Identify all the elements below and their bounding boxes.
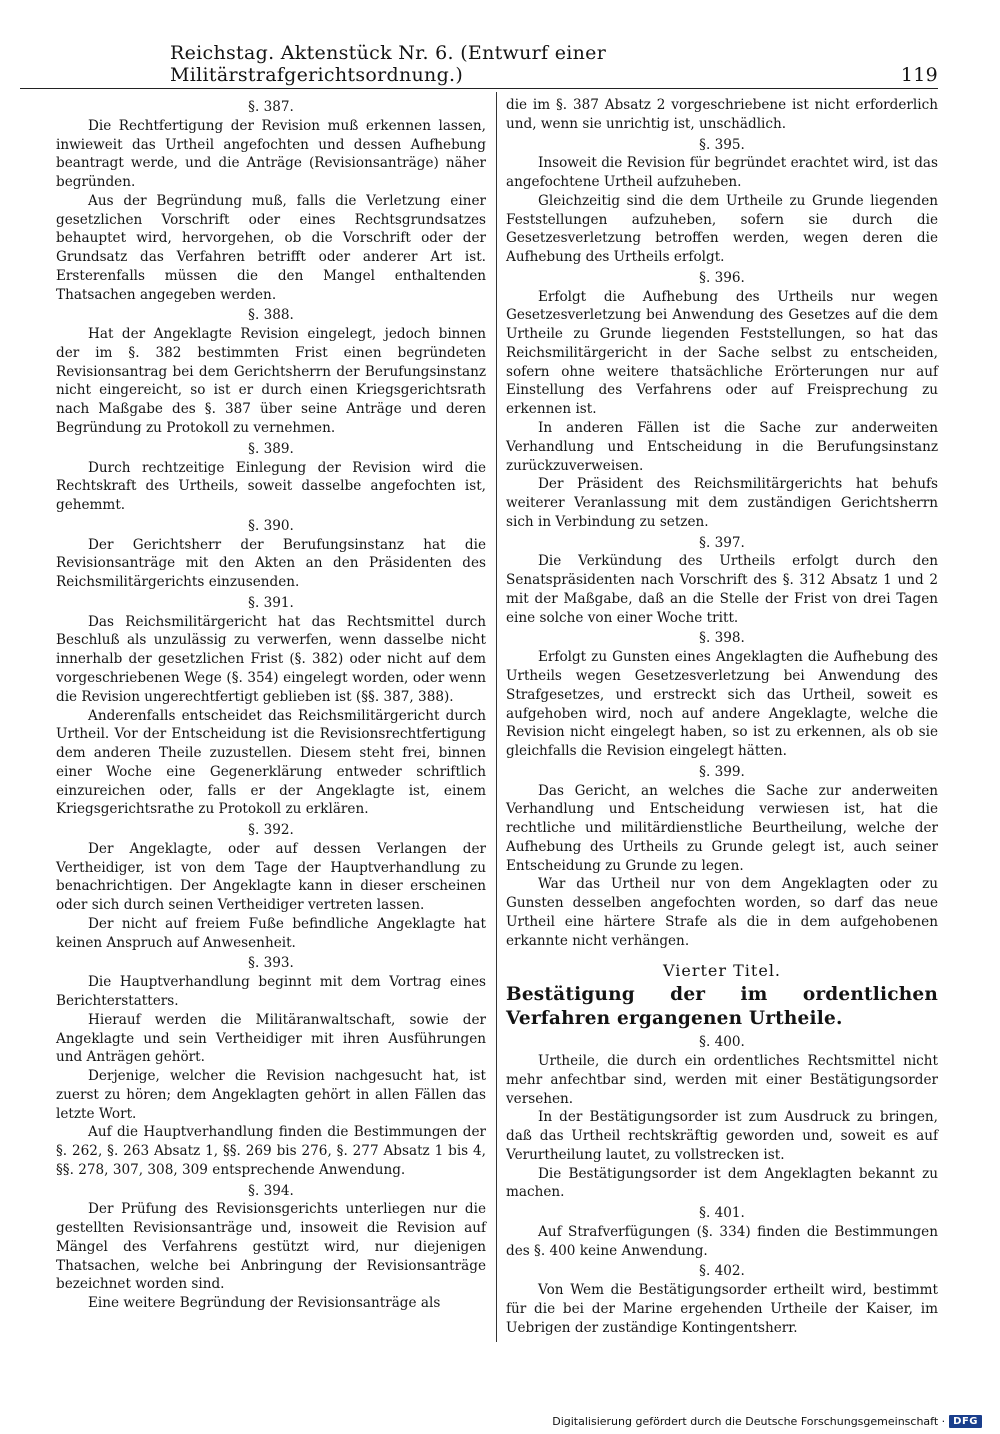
paragraph: Erfolgt zu Gunsten eines Angeklagten die Aufhebung des Urtheils wegen Gesetzesverletzung bei Anwendung des Strafgesetzes, und erstreckt sich das Urtheil, soweit es aufgehoben wird, noch auf andere Angeklagte, welche die Revision nicht eingelegt haben, so ist zu erkennen, als ob sie gleichfalls die Revision eingelegt hätten. [506,649,938,760]
dfg-logo: DFG [949,1415,982,1428]
page-header [20,42,938,86]
paragraph: In der Bestätigungsorder ist zum Ausdruck zu bringen, daß das Urtheil rechtskräftig geworden und, soweit es auf Verurtheilung lautet, zu vollstrecken ist. [506,1109,938,1163]
paragraph: Der Präsident des Reichsmilitärgerichts hat behufs weiterer Veranlassung mit dem zuständigen Gerichtsherrn sich in Verbindung zu setzen. [506,476,938,530]
paragraph-continued: die im §. 387 Absatz 2 vorgeschriebene ist nicht erforderlich und, wenn sie unrichtig ist, unschädlich. [506,97,938,132]
funding-note: Digitalisierung gefördert durch die Deutsche Forschungsgemeinschaft · [552,1415,946,1428]
paragraph: Die Verkündung des Urtheils erfolgt durch den Senatspräsidenten nach Vorschrift des §. 312 Absatz 1 und 2 mit der Maßgabe, daß an die Stelle der Frist von drei Tagen eine solche von einer Woche tritt. [506,553,938,626]
paragraph: Die Rechtfertigung der Revision muß erkennen lassen, inwieweit das Urtheil angefochten und dessen Aufhebung beantragt werde, und die Anträge (Revisionsanträge) näher begründen. [56,117,486,191]
section-number: §. 390. [248,517,294,534]
paragraph: Der Angeklagte, oder auf dessen Verlangen der Vertheidiger, ist von dem Tage der Hauptverhandlung zu benachrichtigen. Der Angeklagte kann in dieser erscheinen oder sich durch seinen Vertheidiger vertreten lassen. [56,840,486,914]
section-number: §. 400. [699,1034,745,1051]
page-footer [552,1415,982,1428]
section-number: §. 394. [248,1182,294,1199]
section-number: §. 396. [699,269,745,286]
paragraph: Erfolgt die Aufhebung des Urtheils nur wegen Gesetzesverletzung bei Anwendung des Gesetzes auf die dem Urtheile zu Grunde liegenden Feststellungen, so hat das Reichsmilitärgericht in der Sache selbst zu entscheiden, sofern ohne weitere thatsächliche Erörterungen nur auf Einstellung des Verfahrens oder auf Freisprechung zu erkennen ist. [506,288,938,418]
section-number: §. 397. [699,534,745,551]
section-number: §. 387. [248,99,294,115]
section-number: §. 395. [699,136,745,153]
section-number: §. 388. [248,307,294,324]
page-number: 119 [900,64,938,86]
paragraph: In anderen Fällen ist die Sache zur anderweiten Verhandlung und Entscheidung in die Berufungsinstanz zurückzuverweisen. [506,420,938,474]
paragraph: Durch rechtzeitige Einlegung der Revision wird die Rechtskraft des Urtheils, soweit dasselbe angefochten ist, gehemmt. [56,459,486,514]
paragraph: Gleichzeitig sind die dem Urtheile zu Grunde liegenden Feststellungen aufzuheben, sofern sie durch die Gesetzesverletzung betroffen werden, wegen deren die Aufhebung des Urtheils erfolgt. [506,192,938,266]
paragraph: Insoweit die Revision für begründet erachtet wird, ist das angefochtene Urtheil aufzuheben. [506,155,938,191]
paragraph: Urtheile, die durch ein ordentliches Rechtsmittel nicht mehr anfechtbar sind, werden mit einer Bestätigungsorder versehen. [506,1052,938,1107]
column-separator [496,92,497,1342]
paragraph: Eine weitere Begründung der Revisionsanträge als [88,1295,441,1312]
section-number: §. 398. [699,630,745,647]
paragraph: Derjenige, welcher die Revision nachgesucht hat, ist zuerst zu hören; dem Angeklagten gehört in allen Fällen das letzte Wort. [56,1068,486,1122]
paragraph: Das Reichsmilitärgericht hat das Rechtsmittel durch Beschluß als unzulässig zu verwerfen, wenn dasselbe nicht innerhalb der gesetzlichen Frist (§. 382) oder nicht auf dem vorgeschriebenen Wege (§. 354) eingelegt worden, oder wenn die Revision ungerechtfertigt geblieben ist (§§. 387, 388). [56,613,486,705]
paragraph: Auf die Hauptverhandlung finden die Bestimmungen der §. 262, §. 263 Absatz 1, §§. 269 bis 276, §. 277 Absatz 1 bis 4, §§. 278, 307, 308, 309 entsprechende Anwendung. [56,1124,486,1178]
paragraph: Hat der Angeklagte Revision eingelegt, jedoch binnen der im §. 382 bestimmten Frist einen begründeten Revisionsantrag bei dem Gerichtsherrn der Berufungsinstanz nicht eingereicht, so ist er durch einen Kriegsgerichtsrath nach Maßgabe des §. 387 über seine Anträge und deren Begründung zu Protokoll zu vernehmen. [56,326,486,437]
section-number: §. 392. [248,822,294,839]
paragraph: War das Urtheil nur von dem Angeklagten oder zu Gunsten desselben angefochten worden, so darf das neue Urtheil eine härtere Strafe als die in dem aufgehobenen erkannte nicht verhängen. [506,876,938,949]
paragraph: Von Wem die Bestätigungsorder ertheilt wird, bestimmt für die bei der Marine ergehenden Urtheile der Kaiser, im Uebrigen der zuständige Kontingentsherr. [506,1282,938,1336]
left-column [56,96,486,1313]
section-number: §. 391. [248,594,294,611]
section-number: §. 389. [248,440,294,457]
paragraph: Die Bestätigungsorder ist dem Angeklagten bekannt zu machen. [506,1165,938,1201]
paragraph: Auf Strafverfügungen (§. 334) finden die Bestimmungen des §. 400 keine Anwendung. [506,1223,938,1259]
running-title: Reichstag. Aktenstück Nr. 6. (Entwurf einer Militärstrafgerichtsordnung.) [170,42,607,86]
paragraph: Der Prüfung des Revisionsgerichts unterliegen nur die gestellten Revisionsanträge und, insoweit die Revision auf Mängel des Verfahrens gestützt wird, nur diejenigen Thatsachen, welche bei Anbringung der Revisionsanträge bezeichnet worden sind. [56,1201,486,1293]
section-number: §. 393. [248,955,294,972]
right-column [506,96,938,1337]
paragraph: Hierauf werden die Militäranwaltschaft, sowie der Angeklagte und sein Vertheidiger mit ihren Ausführungen und Anträgen gehört. [56,1011,486,1066]
section-number: §. 402. [699,1263,745,1280]
paragraph: Die Hauptverhandlung beginnt mit dem Vortrag eines Berichterstatters. [56,974,486,1009]
paragraph: Das Gericht, an welches die Sache zur anderweiten Verhandlung und Entscheidung verwiesen ist, hat die rechtliche und militärdienstliche Beurtheilung, welche der Aufhebung des Urtheils zu Grunde gelegt ist, auch seiner Entscheidung zu Grunde zu legen. [506,782,938,874]
title-subject: Bestätigung der im ordentlichen Verfahren ergangenen Urtheile. [506,984,938,1030]
section-number: §. 401. [699,1205,745,1222]
paragraph: Der Gerichtsherr der Berufungsinstanz hat die Revisionsanträge mit den Akten an den Präsidenten des Reichsmilitärgerichts einzusenden. [56,536,486,591]
header-rule [20,88,938,89]
title-heading: Vierter Titel. [662,961,782,981]
paragraph: Anderenfalls entscheidet das Reichsmilitärgericht durch Urtheil. Vor der Entscheidung ist die Revisionsrechtfertigung dem anderen Theile zuzustellen. Diesem steht frei, binnen einer Woche eine Gegenerklärung entweder schriftlich einzureichen oder, falls er der Angeklagte ist, einem Kriegsgerichtsrathe zu Protokoll zu erklären. [56,707,486,818]
paragraph: Der nicht auf freiem Fuße befindliche Angeklagte hat keinen Anspruch auf Anwesenheit. [56,915,486,951]
section-number: §. 399. [699,763,745,780]
paragraph: Aus der Begründung muß, falls die Verletzung einer gesetzlichen Vorschrift oder eines Rechtsgrundsatzes behauptet wird, hervorgehen, ob die Vorschrift oder der Grundsatz das Verfahren betrifft oder anderer Art ist. Ersterenfalls müssen die den Mangel enthaltenden Thatsachen angegeben werden. [56,192,486,303]
